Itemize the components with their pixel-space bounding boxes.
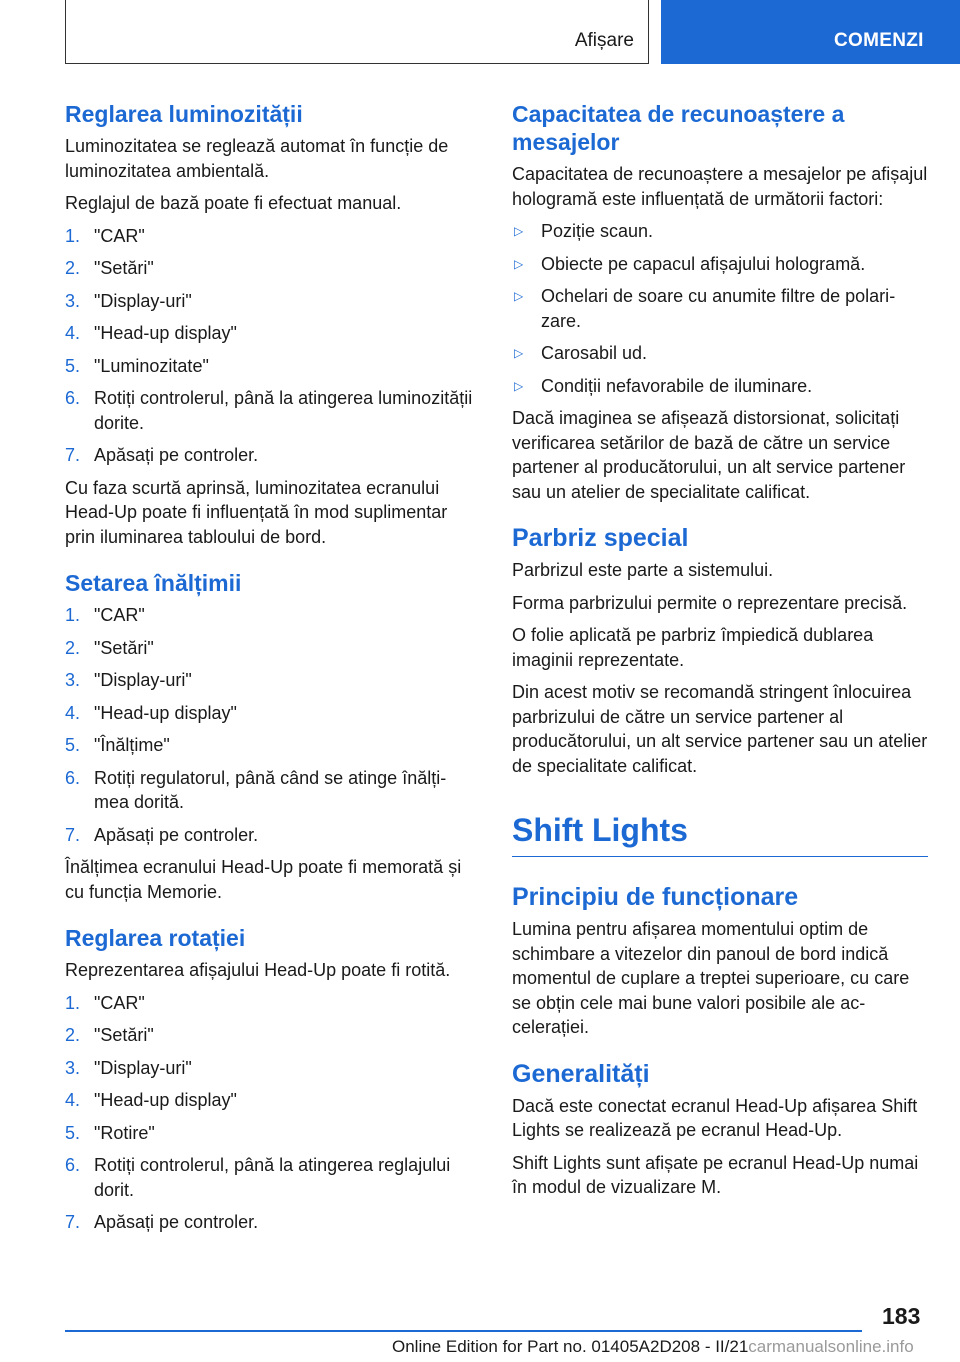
list-item [512,341,928,366]
paragraph: Din acest motiv se recomandă stringent înlocuirea parbrizului de către un service partener al producătorului, un alt service partener sau un atelier de specialitate calificat. [512,682,928,776]
step-text: "Luminozitate" [94,355,209,376]
steps-list-rotation [65,991,473,1235]
tab-comenzi[interactable]: COMENZI [834,30,924,51]
step-number: 6. [65,1155,81,1175]
bullet-text: Poziție scaun. [541,221,654,241]
chapter-title: Shift Lights [512,810,928,857]
step-text: Rotiți controlerul, până la atingerea luminozității dorite. [94,388,473,433]
step-number: 1. [65,992,81,1013]
step-number: 4. [65,702,81,723]
footer-edition [392,1337,914,1357]
list-item [65,386,473,435]
step-number: 4. [65,1090,81,1110]
list-item [65,823,473,848]
step-text: "Rotire" [94,1122,155,1143]
step-text: Rotiți controlerul, până la atingerea reglajului dorit. [94,1155,451,1200]
section-title-windscreen: Parbriz special [512,524,689,552]
triangle-bullet-icon: ▷ [514,346,524,360]
triangle-bullet-icon: ▷ [514,256,524,271]
step-number: 5. [65,1122,81,1143]
step-text: "Setări" [94,637,154,658]
step-text: Rotiți regulatorul, până când se atinge înălțimea dorită. [94,767,447,812]
step-text: Apăsați pe controler. [94,824,259,845]
list-item [65,1056,473,1081]
step-text: "Head-up display" [94,1090,237,1110]
step-number: 5. [65,735,81,755]
list-item [65,1121,473,1146]
list-item [65,1210,473,1235]
section-title-recognition: Capacitatea de recunoaștere a mesajelor [512,101,845,155]
list-item [65,1088,473,1113]
paragraph: Reglajul de bază poate fi efectuat manual. [65,193,402,213]
paragraph: Forma parbrizului permite o reprezentare precisă. [512,592,908,613]
step-text: "Înălțime" [94,735,170,755]
list-item [512,219,928,244]
step-number: 7. [65,1212,81,1232]
list-item [65,289,473,314]
step-text: "CAR" [94,992,145,1013]
list-item [65,321,473,346]
step-text: "CAR" [94,225,145,246]
list-item [65,1153,473,1202]
bullet-text: Ochelari de soare cu anumite filtre de polarizare. [541,286,896,331]
step-number: 3. [65,1057,81,1078]
footer-divider [65,1330,862,1332]
section-title-general: Generalități [512,1059,650,1088]
bullet-text: Carosabil ud. [541,343,648,363]
paragraph: Capacitatea de recunoaștere a mesajelor pe afișajul hologramă este influențată de următorii factori: [512,164,928,209]
paragraph: Înălțimea ecranului Head-Up poate fi memorată și cu funcția Memorie. [65,857,462,902]
paragraph: Cu faza scurtă aprinsă, luminozitatea ecranului Head-Up poate fi influențată în mod suplimentar prin iluminarea tabloului de bord. [65,477,448,547]
step-text: "Display-uri" [94,670,192,690]
list-item [65,224,473,249]
paragraph: Dacă imaginea se afișează distorsionat, solicitați verificarea setărilor de bază de către un service partener al producătorului, un alt service partener sau un atelier de specialitate calificat. [512,408,906,502]
section-title-rotation: Reglarea rotației [65,925,246,951]
step-number: 5. [65,355,81,376]
header-active-tab[interactable] [661,0,960,64]
step-number: 1. [65,225,81,246]
step-number: 7. [65,445,81,465]
list-item [512,374,928,399]
step-text: Apăsați pe controler. [94,1212,259,1232]
list-item [65,668,473,693]
paragraph: Shift Lights sunt afișate pe ecranul Head-Up numai în modul de vizualizare M. [512,1152,919,1197]
list-item [65,991,473,1016]
tab-afisare[interactable]: Afișare [574,30,634,51]
list-item [512,252,928,277]
step-text: "Head-up display" [94,702,237,723]
step-text: "Head-up display" [94,323,237,343]
left-column [65,100,473,1243]
paragraph: O folie aplicată pe parbriz împiedică dublarea imaginii reprezentate. [512,625,874,670]
factors-list [512,219,928,398]
list-item [65,636,473,661]
section-title-height: Setarea înălțimii [65,570,242,596]
step-number: 2. [65,637,81,658]
step-text: "CAR" [94,605,145,625]
section-title-brightness: Reglarea luminozității [65,101,303,127]
paragraph: Dacă este conectat ecranul Head-Up afișarea Shift Lights se realizează pe ecranul Head-Up. [512,1095,918,1140]
step-text: "Display-uri" [94,1057,192,1078]
paragraph: Reprezentarea afișajului Head-Up poate fi rotită. [65,960,451,980]
list-item [65,733,473,758]
steps-list-brightness [65,224,473,468]
section-title-function: Principiu de funcționare [512,883,799,911]
step-text: Apăsați pe controler. [94,445,259,465]
page-number: 183 [882,1303,921,1329]
paragraph: Luminozitatea se reglează automat în funcție de luminozitatea ambientală. [65,136,449,181]
step-number: 4. [65,323,81,343]
right-column [512,100,928,1208]
list-item [512,284,928,333]
list-item [65,701,473,726]
edition-text: Online Edition for Part no. 01405A2D208 - II/21 [392,1337,749,1356]
list-item [65,256,473,281]
step-number: 6. [65,767,81,788]
bullet-text: Obiecte pe capacul afișajului hologramă. [541,253,866,274]
triangle-bullet-icon: ▷ [514,289,524,303]
steps-list-height [65,603,473,847]
step-number: 3. [65,290,81,311]
step-number: 6. [65,388,81,408]
paragraph: Lumina pentru afișarea momentului optim de schimbare a vitezelor din panoul de bord indică momentul de cuplare a treptei superioare, cu care se obțin cele mai bune valori posibile ale accelerației. [512,919,910,1037]
step-number: 1. [65,605,81,625]
bullet-text: Condiții nefavorabile de iluminare. [541,375,813,396]
step-number: 2. [65,258,81,278]
list-item [65,766,473,815]
step-number: 7. [65,824,81,845]
paragraph: Parbrizul este parte a sistemului. [512,560,774,580]
watermark: carmanualsonline.info [748,1337,914,1356]
list-item [65,603,473,628]
header-tab-box [65,0,649,64]
step-text: "Setări" [94,258,154,278]
list-item [65,443,473,468]
step-number: 3. [65,670,81,690]
list-item [65,354,473,379]
step-number: 2. [65,1025,81,1045]
step-text: "Setări" [94,1025,154,1045]
triangle-bullet-icon: ▷ [514,224,524,238]
step-text: "Display-uri" [94,290,192,311]
list-item [65,1023,473,1048]
triangle-bullet-icon: ▷ [514,378,524,393]
